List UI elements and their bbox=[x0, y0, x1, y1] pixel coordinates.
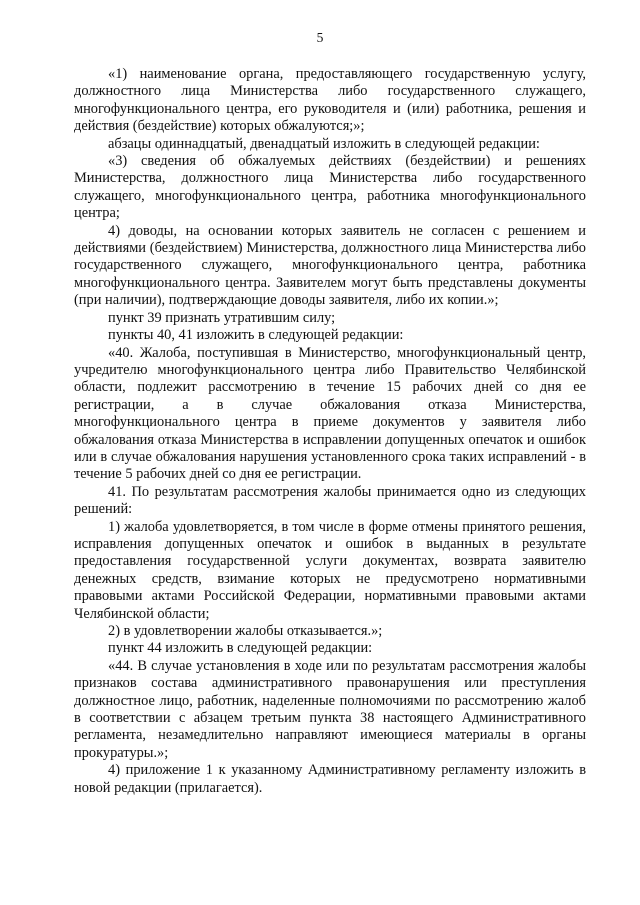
page-number: 5 bbox=[316, 30, 324, 45]
paragraph: 2) в удовлетворении жалобы отказывается.»; bbox=[108, 623, 383, 639]
paragraph: «44. В случае установления в ходе или по результатам рассмотрения жалобы признаков состава административного правонарушения или преступления должностное лицо, работник, наделенные полномочиями по рассмотрению жалоб в соответствии с абзацем третьим пункта 38 настоящего Административного регламента, незамедлительно направляют имеющиеся материалы в органы прокуратуры.»; bbox=[74, 657, 586, 761]
document-body bbox=[74, 66, 586, 797]
paragraph: абзацы одиннадцатый, двенадцатый изложить в следующей редакции: bbox=[108, 135, 540, 152]
paragraph: «40. Жалоба, поступившая в Министерство, многофункциональный центр, учредителю многофункционального центра либо Правительство Челябинской области, подлежит рассмотрению в течение 15 рабочих дней со дня ее регистрации, а в случае обжалования отказа Министерства, многофункционального центра в приеме документов у заявителя либо обжалования отказа Министерства в исправлении допущенных опечаток и ошибок или в случае обжалования нарушения установленного срока таких исправлений - в течение 5 рабочих дней со дня ее регистрации. bbox=[74, 344, 586, 483]
paragraph: 4) доводы, на основании которых заявитель не согласен с решением и действиями (бездействием) Министерства, должностного лица Министерства либо государственного служащего, многофункционального центра, работника многофункционального центра. Заявителем могут быть представлены документы (при наличии), подтверждающие доводы заявителя, либо их копии.»; bbox=[74, 222, 586, 309]
paragraph: 4) приложение 1 к указанному Административному регламенту изложить в новой редакции (прилагается). bbox=[74, 762, 586, 796]
paragraph: пункт 39 признать утратившим силу; bbox=[108, 309, 336, 326]
paragraph: 1) жалоба удовлетворяется, в том числе в форме отмены принятого решения, исправления допущенных опечаток и ошибок в выданных в результате предоставления государственной услуги документах, возврата заявителю денежных средств, взимание которых не предусмотрено нормативными правовыми актами Российской Федерации, нормативными правовыми актами Челябинской области; bbox=[74, 518, 586, 622]
paragraph: «1) наименование органа, предоставляющего государственную услугу, должностного лица Министерства либо государственного служащего, многофункционального центра, его руководителя и (или) работника, решения и действия (бездействие) которых обжалуются;»; bbox=[74, 66, 586, 135]
paragraph: пункт 44 изложить в следующей редакции: bbox=[108, 640, 373, 657]
paragraph: «3) сведения об обжалуемых действиях (бездействии) и решениях Министерства, должностного лица Министерства либо государственного служащего, многофункционального центра, работника многофункционального центра; bbox=[74, 153, 586, 222]
paragraph: 41. По результатам рассмотрения жалобы принимается одно из следующих решений: bbox=[74, 483, 586, 518]
paragraph: пункты 40, 41 изложить в следующей редакции: bbox=[108, 327, 404, 344]
